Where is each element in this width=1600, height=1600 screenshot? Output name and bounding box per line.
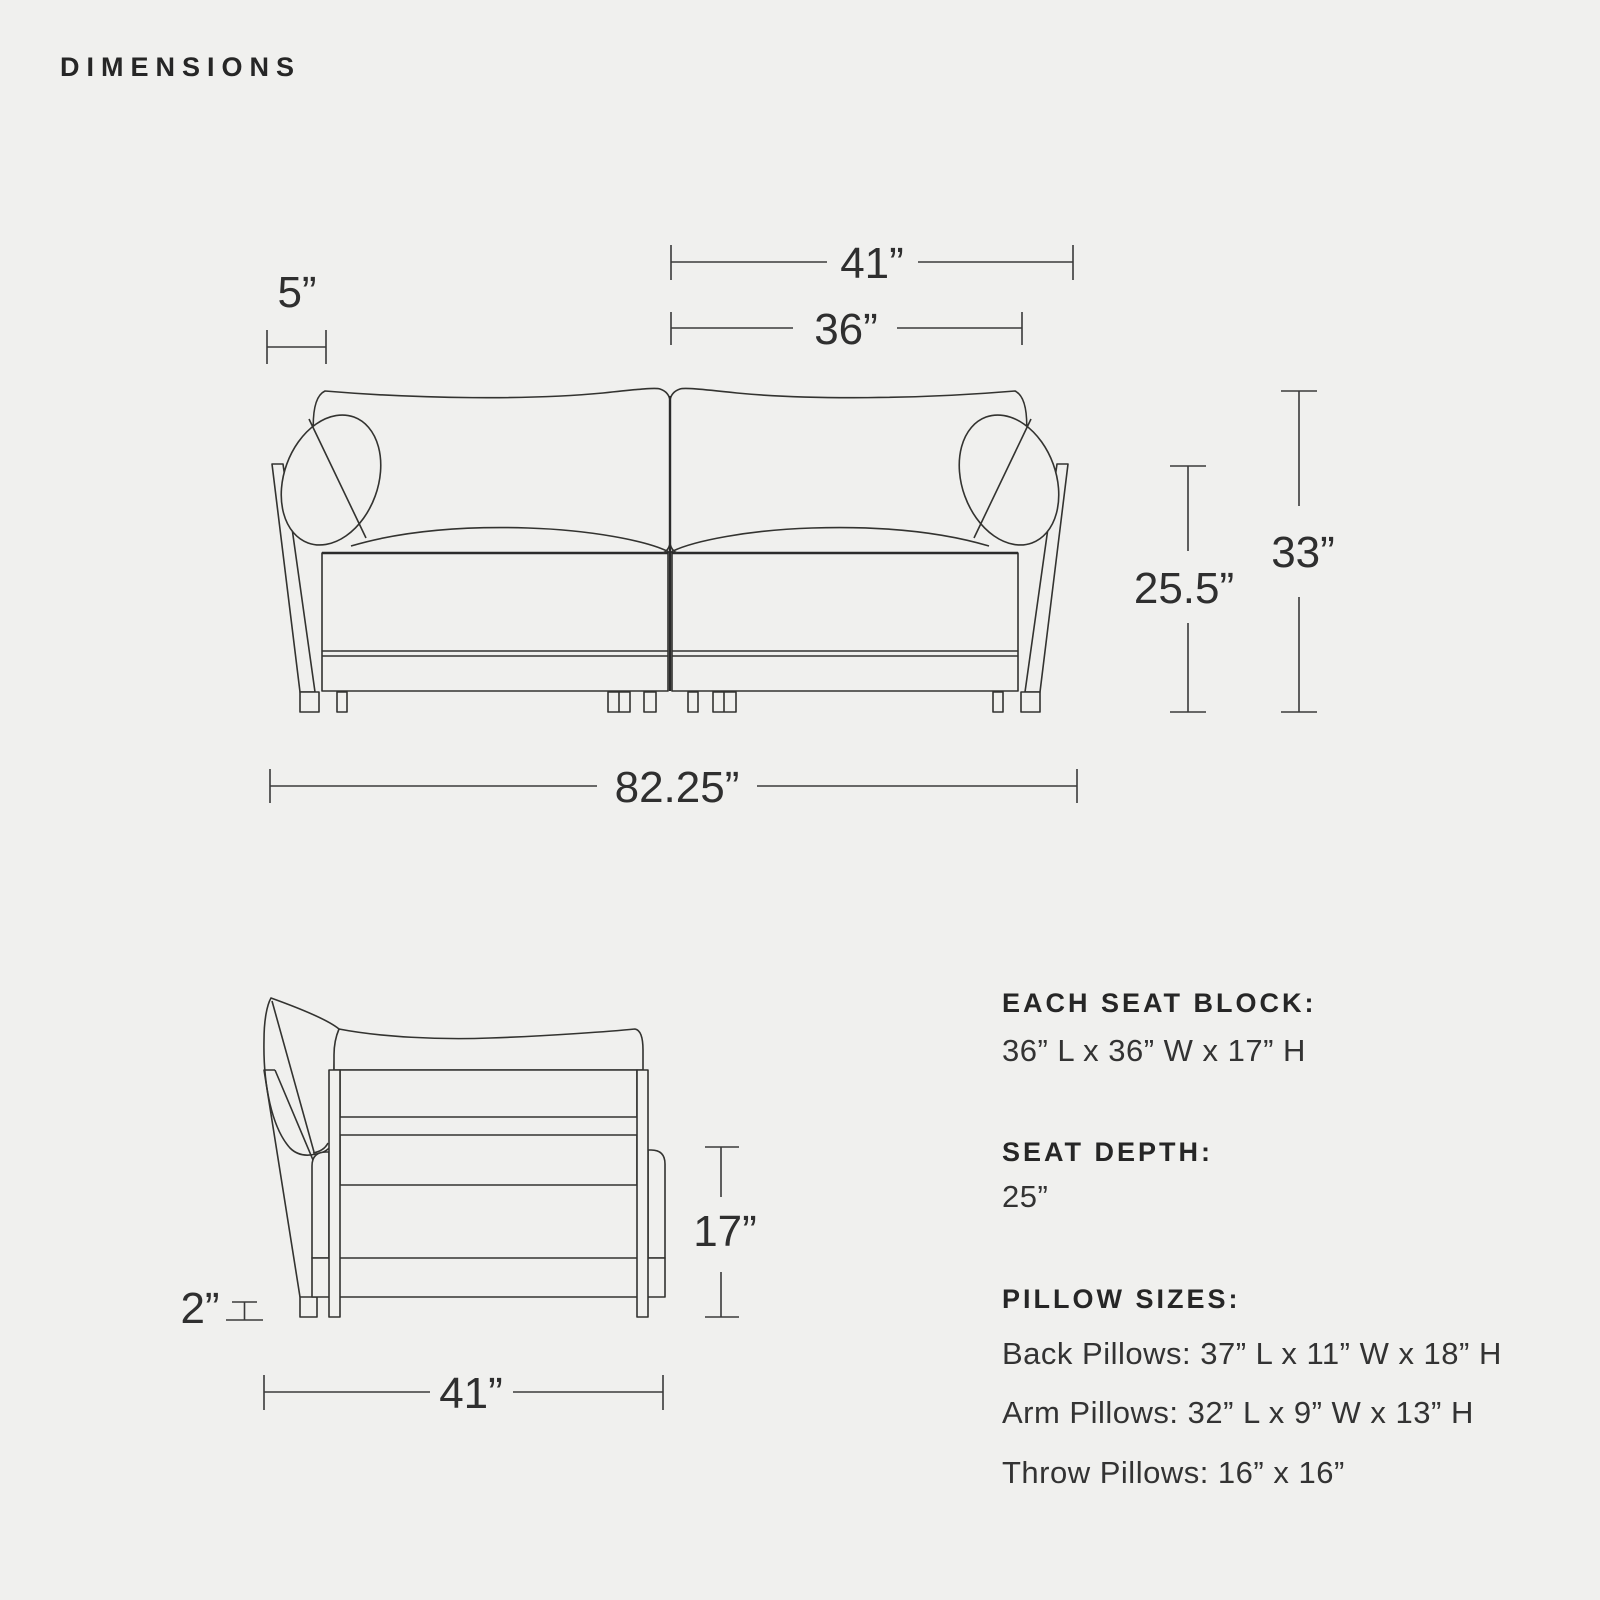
throw-pillows-value: Throw Pillows: 16” x 16”: [1002, 1455, 1345, 1490]
seat-block-heading: EACH SEAT BLOCK:: [1002, 988, 1317, 1018]
dim-label-41: 41”: [840, 239, 904, 288]
dim-arm-width: [267, 268, 326, 364]
back-pillows-value: Back Pillows: 37” L x 11” W x 18” H: [1002, 1336, 1502, 1371]
dim-label-33: 33”: [1271, 528, 1335, 577]
frame-second-rail: [340, 1135, 637, 1185]
side-seat-cushion: [334, 1029, 643, 1070]
arm-pillows-value: Arm Pillows: 32” L x 9” W x 13” H: [1002, 1395, 1474, 1430]
arm-left-foot: [300, 692, 319, 712]
dim-label-17: 17”: [693, 1207, 757, 1256]
dim-depth: [264, 1369, 663, 1418]
frame-right-post: [637, 1070, 648, 1317]
sofa-front-view: [264, 388, 1076, 712]
dim-seat-back-height: [1134, 466, 1234, 712]
seat-base-left: [322, 553, 668, 691]
dim-label-5: 5”: [277, 268, 317, 317]
sofa-side-view: [264, 998, 665, 1317]
frame-bottom-band: [312, 1258, 665, 1297]
front-legs: [337, 692, 1003, 712]
dim-label-41-depth: 41”: [439, 1369, 503, 1418]
dim-label-2: 2”: [180, 1284, 220, 1333]
frame-left-post: [329, 1070, 340, 1317]
dim-block-width: [671, 305, 1022, 354]
dim-label-25-5: 25.5”: [1133, 564, 1235, 613]
seat-block-value: 36” L x 36” W x 17” H: [1002, 1033, 1306, 1068]
dim-label-82-25: 82.25”: [614, 763, 740, 812]
front-view-dimensions: [267, 239, 1335, 812]
dim-label-36: 36”: [814, 305, 878, 354]
side-arm-foot: [300, 1297, 317, 1317]
frame-right-strip: [648, 1150, 665, 1258]
dim-leg-height: [180, 1284, 263, 1333]
dim-overall-width: [270, 763, 1077, 812]
page-title: DIMENSIONS: [60, 52, 302, 82]
dim-overall-height: [1271, 391, 1335, 712]
frame-top-rail: [340, 1070, 637, 1117]
seat-depth-value: 25”: [1002, 1179, 1049, 1214]
seat-base-right: [672, 553, 1018, 691]
dim-block-width-with-arm: [671, 239, 1073, 288]
frame-left-strip: [312, 1152, 329, 1258]
pillow-sizes-heading: PILLOW SIZES:: [1002, 1284, 1241, 1314]
seat-depth-heading: SEAT DEPTH:: [1002, 1137, 1214, 1167]
arm-right-foot: [1021, 692, 1040, 712]
dim-block-height: [693, 1147, 757, 1317]
